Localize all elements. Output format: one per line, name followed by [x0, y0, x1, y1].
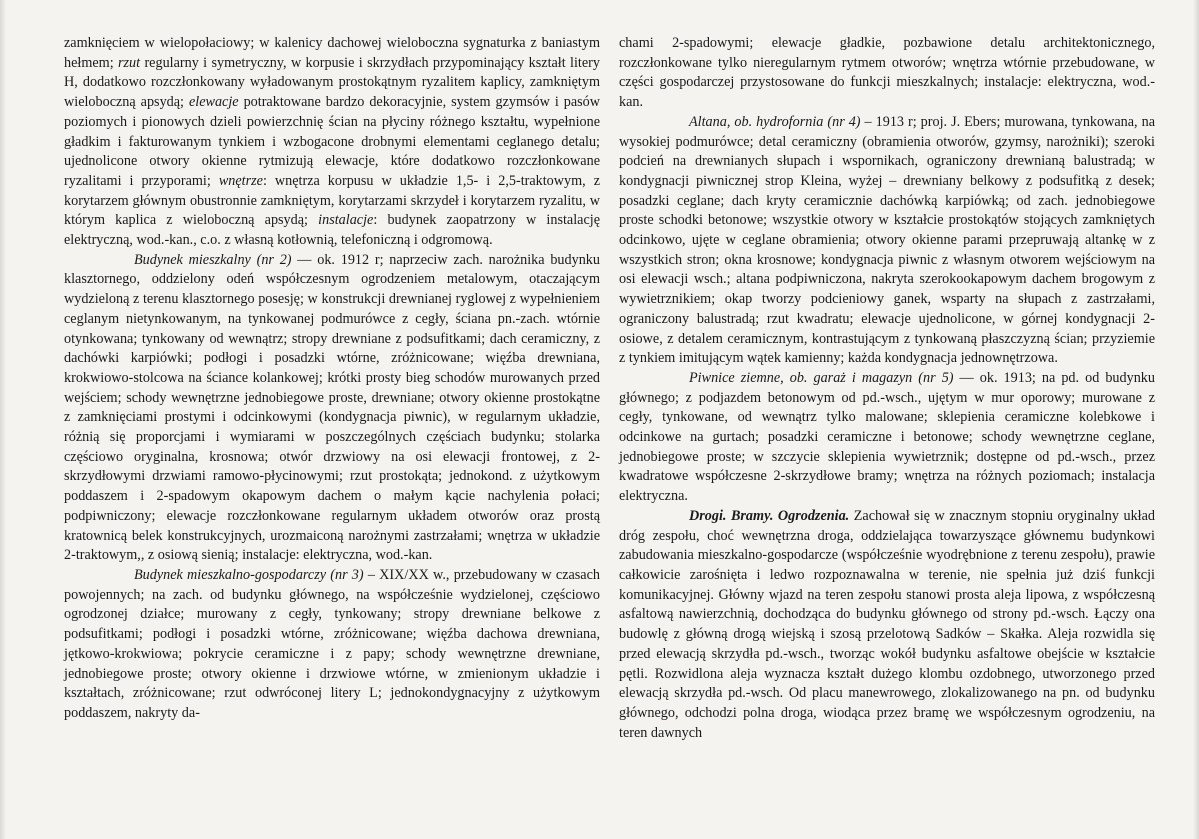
scan-edge-left: [0, 0, 6, 839]
section-title-piwnice-ziemne: Piwnice ziemne, ob. garaż i magazyn (nr 5): [689, 369, 954, 386]
right-paragraph-3: [619, 369, 1155, 507]
text-run: : budynek zaopatrzony w instalację elektryczną, wod.-kan., c.o. z własną kotłownią, telefoniczną i odgromową.: [64, 212, 600, 249]
section-title-budynek-mieszkalny: Budynek mieszkalny (nr 2): [134, 251, 292, 268]
text-run: — ok. 1913; na pd. od budynku głównego; z podjazdem betonowym od pd.-wsch., ujętym w mur oporowy; murowane z cegły, tynkowane, od wewnątrz tylko malowane; sklepienia ceramiczne kolebkowe i odcinkowe na gurtach; posadzki ceramiczne i betonowe; schody wewnętrzne ceglane, jednobiegowe proste; w szczycie sklepienia wywietrznik; dostępne od pd.-wsch., przez kwadratowe współczesne 2-skrzydłowe bramy; wnętrza na różnych poziomach; instalacja elektryczna.: [619, 369, 1155, 505]
italic-term-instalacje: instalacje: [318, 212, 374, 229]
left-column: [64, 34, 600, 724]
text-run: zamknięciem w wielopołaciowy; w kalenicy dachowej wieloboczna sygnaturka z baniastym hełmem;: [64, 35, 600, 71]
text-run: — ok. 1912 r; naprzeciw zach. narożnika budynku klasztornego, oddzielony odeń współczesnym ogrodzeniem metalowym, otaczającym wydzieloną z terenu klasztornego posesję; w konstrukcji drewnianej ryglowej z wypełnieniem ceglanym nietynkowanym, na tynkowanej podmurówce z cegły, ściana pn.-zach. wtórnie otynkowana; tynkowany od wewnątrz; stropy drewniane z podsufitkami; dach ceramiczny, z dachówki karpiówki; podłogi i posadzki wtórne, zróżnicowane; więźba drewniana, krokwiowo-stolcowa na ściance kolankowej; krótki prosty bieg schodów murowanych przed wejściem; schody wewnętrzne jednobiegowe proste, drewniane; otwory okienne prostokątne z zamknięciami prostymi i odcinkowymi (kondygnacja piwnic), w regularnym układzie, różnią się proporcjami i wymiarami w poszczególnych częściach budynku; stolarka częściowo oryginalna, krosnowa; otwór drzwiowy na osi elewacji frontowej, z 2-skrzydłowymi drzwiami ramowo-płycinowymi; rzut prostokąta; jednokond. z użytkowym poddaszem i 2-spadowym okapowym dachem o małym kącie nachylenia połaci; podpiwniczony; elewacje rozczłonkowane regularnym układem otworów oraz prostą kratownicą belek konstrukcyjnych, urozmaiconą narożnymi zastrzałami; wnętrza w układzie 2-traktowym,, z osiową sienią; instalacje: elektryczna, wod.-kan.: [64, 251, 600, 564]
right-column: [619, 34, 1155, 743]
right-paragraph-1: [619, 34, 1155, 113]
section-title-budynek-mieszkalno-gospodarczy: Budynek mieszkalno-gospodarczy (nr 3): [134, 566, 364, 583]
text-run: – 1913 r; proj. J. Ebers; murowana, tynkowana, na wysokiej podmurówce; detal ceramiczny (obramienia otworów, gzymsy, narożniki); szeroki podcień na drewnianych słupach i wspornikach, ograniczony drewnianą balustradą; w kondygnacji piwnicznej strop Kleina, wyżej – drewniany belkowy z podsufitką z desek; posadzki ceglane; dach kryty ceramicznie dachówką karpiówką; od zach. jednobiegowe proste schodki betonowe; wszystkie otwory w kształcie prostokątów stojących zamkniętych odcinkowo, ujęte w ceglane obramienia; otwory okienne parami przepruwają altankę w z wszystkich stron; okna krosnowe; kondygnacja piwnic z własnym otworem wejściowym na osi elewacji wsch.; altana podpiwniczona, nakryta szerokookapowym dachem brogowym z wywietrznikiem; okap tworzy podcieniowy ganek, wsparty na słupach z zastrzałami, ograniczony balustradą; rzut kwadratu; elewacje ujednolicone, w górnej kondygnacji 2-osiowe, z detalem ceramicznym, kontrastującym z tynkowaną płaszczyzną ścian; przyziemie z tynkiem imitującym wątek kamienny; każda kondygnacja jednownętrzowa.: [619, 113, 1155, 367]
italic-term-elewacje: elewacje: [188, 94, 239, 111]
section-heading-drogi-bramy-ogrodzenia: Drogi. Bramy. Ogrodzenia.: [689, 507, 850, 524]
right-paragraph-4: [619, 507, 1155, 743]
text-run: regularny i symetryczny, w korpusie i skrzydłach przypominający kształt litery H, dodatkowo rozczłonkowany wyładowanym prostokątnym ryzalitem kaplicy, zamkniętym wieloboczną apsydą;: [64, 54, 600, 111]
right-paragraph-2: [619, 113, 1155, 369]
left-paragraph-2: [64, 251, 600, 566]
italic-term-wnetrze: wnętrze: [218, 172, 263, 189]
left-paragraph-1: [64, 34, 600, 251]
text-run: – XIX/XX w., przebudowany w czasach powojennych; na zach. od budynku głównego, na współcześnie wydzielonej, częściowo ogrodzonej działce; murowany z cegły, tynkowany; stropy drewniane belkowe z podsufitkami; podłogi i posadzki wtórne, zróżnicowane; więźba dachowa drewniana, jętkowo-krokwiowa; pokrycie ceramiczne i z papy; schody wewnętrzne drewniane, jednobiegowe proste; otwory okienne i drzwiowe wtórne, w zmienionym układzie i kształtach, zróżnicowane; rzut odwróconej litery L; jednokondygnacyjny z użytkowym poddaszem, nakryty da-: [64, 566, 600, 721]
text-run: chami 2-spadowymi; elewacje gładkie, pozbawione detalu architektonicznego, rozczłonkowane tylko nieregularnym rytmem otworów; wnętrza wtórnie przebudowane, w części gospodarczej przystosowane do funkcji mieszkalnych; instalacje: elektryczna, wod.-kan.: [619, 35, 1155, 111]
text-run: Zachował się w znacznym stopniu oryginalny układ dróg zespołu, choć wewnętrzna droga, oddzielająca towarzyszące głównemu budynkowi zabudowania mieszkalno-gospodarcze (współcześnie wyodrębnione z terenu zespołu), prawie całkowicie zarośnięta i ledwo rozpoznawalna w terenie, nie spełnia już dziś funkcji komunikacyjnej. Główny wjazd na teren zespołu stanowi prosta aleja lipowa, z współczesną asfaltową nawierzchnią, dochodząca do budynku głównego od strony pd.-wsch. Łączy ona budowlę z główną drogą wiejską i szosą przelotową Sadków – Skałka. Aleja rozwidla się przed elewacją skrzydła pd.-wsch., tworząc wokół budynku asfaltowe obejście w kształcie pętli. Rozwidlona aleja wyznacza kształt dużego klombu ozdobnego, utworzonego przed elewacją skrzydła pd.-wsch. Od placu manewrowego, zlokalizowanego na pn. od budynku głównego, odchodzi polna droga, wiodąca przez bramę we współczesnym ogrodzeniu, na teren dawnych: [619, 507, 1155, 741]
left-paragraph-3: [64, 566, 600, 724]
scan-edge-right: [1193, 0, 1199, 839]
text-run: potraktowane bardzo dekoracyjnie, system gzymsów i pasów poziomych i pionowych dzieli powierzchnię ścian na płyciny różnego kształtu, wypełnione gładkim i fakturowanym tynkiem i wzbogacone drobnymi elementami ceglanego detalu; ujednolicone otwory okienne rytmizują elewacje, które dodatkowo rozczłonkowane ryzalitami i przyporami;: [64, 94, 600, 189]
text-run: : wnętrza korpusu w układzie 1,5- i 2,5-traktowym, z korytarzem głównym obustronnie zamkniętym, korytarzami skrzydeł i korytarzem ryzalitu, w którym kaplica z wieloboczną apsydą;: [64, 172, 601, 229]
section-title-altana: Altana, ob. hydrofornia (nr 4): [689, 113, 861, 130]
italic-term-rzut: rzut: [118, 54, 141, 71]
